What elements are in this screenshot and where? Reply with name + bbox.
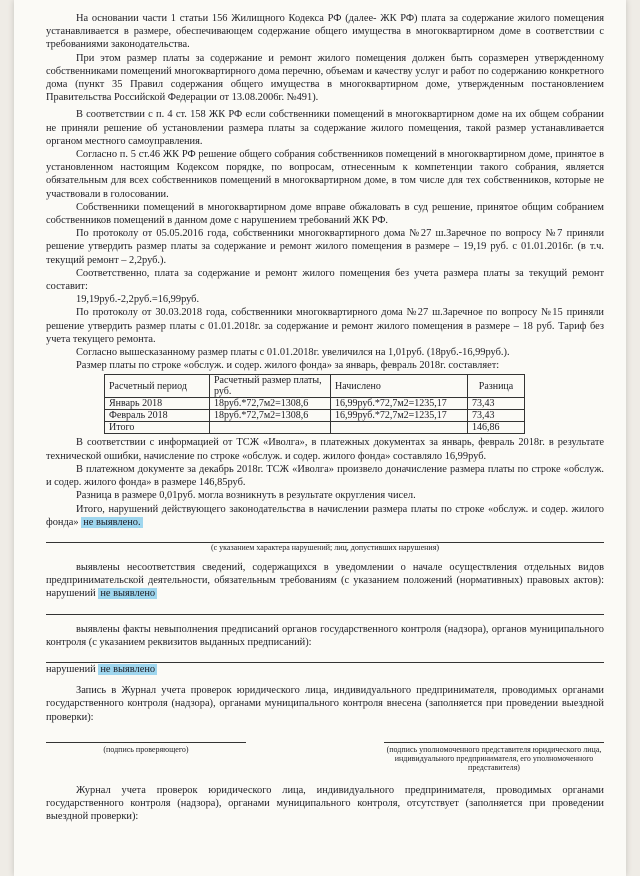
paragraph-housing-code-158: В соответствии с п. 4 ст. 158 ЖК РФ если собственники помещений в многоквартирном доме на их общем собрании не приняли решение об установлении размера платы за содержание жилого помещения, такой размер устанавливается органом местного самоуправления. xyxy=(46,109,604,147)
section-journal-absent: Журнал учета проверок юридического лица, индивидуального предпринимателя, проводимых органами государственного контроля (надзора), органами муниципального контроля, отсутствует (заполняется при проведении выездной проверки): xyxy=(46,784,604,823)
table-cell: 73,43 xyxy=(468,398,525,410)
signature-inspector xyxy=(46,742,246,772)
notification-line xyxy=(46,601,604,615)
calculation-table xyxy=(104,374,525,434)
section-notification-highlight: не выявлено xyxy=(100,588,156,600)
table-cell xyxy=(331,422,468,434)
table-cell: 18руб.*72,7м2=1308,6 xyxy=(210,398,331,410)
violations-caption: (с указанием характера нарушений; лиц, допустивших нарушения) xyxy=(210,542,440,552)
signature-row xyxy=(46,742,604,772)
paragraph-technical-error: В соответствии с информацией от ТСЖ «Иволга», в платежных документах за январь, февраль 2018г. в результате технической ошибки, начисление по строке «обслуж. и содер. жилого фонда» составляло 16,99руб. xyxy=(46,437,604,462)
table-cell: Итого xyxy=(105,422,210,434)
paragraph-payment-proportional: При этом размер платы за содержание и ремонт жилого помещения должен быть соразмерен утвержденному собственниками помещений многоквартирного дома перечню, объемам и качеству услуг и работ по содержанию конкретного дома (пункт 35 Правил содержания общего имущества в многоквартирном доме, утвержденным постановлением Правительства Российской Федерации от 13.08.2006г. №491). xyxy=(46,52,604,104)
table-cell: 16,99руб.*72,7м2=1235,17 xyxy=(331,410,468,422)
table-row xyxy=(105,410,525,422)
table-cell: 146,86 xyxy=(468,422,525,434)
table-header-cell: Расчетный размер платы, руб. xyxy=(210,375,331,398)
table-cell: 73,43 xyxy=(468,410,525,422)
signature-inspector-caption: (подпись проверяющего) xyxy=(103,744,189,754)
paragraph-conclusion xyxy=(46,503,604,529)
paragraph-increase: Согласно вышесказанному размер платы с 01.01.2018г. увеличился на 1,01руб. (18руб.-16,99руб.). xyxy=(76,347,510,359)
section-journal-entry: Запись в Журнал учета проверок юридического лица, индивидуального предпринимателя, проводимых органами государственного контроля (надзора), органами муниципального контроля внесена (заполняется при проведении выездной проверки): xyxy=(46,685,604,723)
prescriptions-highlight: не выявлено xyxy=(100,663,156,675)
table-cell xyxy=(210,422,331,434)
paragraph-protocol-2018: По протоколу от 30.03.2018 года, собственники многоквартирного дома №27 ш.Заречное по вопросу №15 приняли решение утвердить размер платы с 01.01.2018г. за содержание и ремонт жилого помещения в размере – 18 руб. Тариф без учета текущего ремонта. xyxy=(46,307,604,345)
paragraph-rounding: Разница в размере 0,01руб. могла возникнуть в результате округления чисел. xyxy=(76,490,416,502)
paragraph-without-repair: Соответственно, плата за содержание и ремонт жилого помещения без учета размера платы за текущий ремонт составит: xyxy=(46,267,604,293)
paragraph-recalculation: В платежном документе за декабрь 2018г. ТСЖ «Иволга» произвело доначисление размера платы по строке «обслуж. и содер. жилого фонда» в размере 146,85руб. xyxy=(46,463,604,489)
prescriptions-line xyxy=(46,649,604,663)
conclusion-highlight: не выявлено. xyxy=(83,516,141,528)
table-row xyxy=(105,422,525,434)
paragraph-table-intro: Размер платы по строке «обслуж. и содер. жилого фонда» за январь, февраль 2018г. составляет: xyxy=(76,360,500,372)
document-page xyxy=(14,0,626,876)
table-row xyxy=(105,398,525,410)
section-notification-text: выявлены несоответствия сведений, содержащихся в уведомлении о начале осуществления отдельных видов предпринимательской деятельности, обязательным требованиям (с указанием положений (нормативных) правовых актов): xyxy=(46,561,604,587)
paragraph-appeal-right: Собственники помещений в многоквартирном доме вправе обжаловать в суд решение, принятое общим собранием собственников помещений в данном доме с нарушением требований ЖК РФ. xyxy=(46,201,604,227)
violations-line xyxy=(46,529,604,543)
table-cell: 18руб.*72,7м2=1308,6 xyxy=(210,410,331,422)
signature-representative-caption: (подпись уполномоченного представителя юридического лица, индивидуального предпринимателя, его уполномоченного представителя) xyxy=(386,744,602,772)
paragraph-housing-code-46: Согласно п. 5 ст.46 ЖК РФ решение общего собрания собственников помещений в многоквартирном доме, принятое в установленном настоящим Кодексом порядке, по вопросам, отнесенным к компетенции такого собрания, является обязательным для всех собственников помещений в многоквартирном доме, в том числе для тех собственников, которые не участвовали в голосовании. xyxy=(46,149,604,200)
signature-representative xyxy=(384,742,604,772)
section-prescriptions-fill xyxy=(46,663,604,676)
table-header-row xyxy=(105,375,525,398)
table-cell: 16,99руб.*72,7м2=1235,17 xyxy=(331,398,468,410)
prescriptions-fill-text: нарушений xyxy=(46,663,96,675)
conclusion-text: Итого, нарушений действующего законодательства в начислении размера платы по строке «обслуж. и содер. жилого фонда» xyxy=(46,503,604,528)
section-notification-fill: нарушений xyxy=(46,588,96,600)
document-body xyxy=(14,0,626,823)
paragraph-protocol-2016: По протоколу от 05.05.2016 года, собственники многоквартирного дома №27 ш.Заречное по вопросу №7 приняли решение утвердить размер платы за содержание и ремонт жилого помещения в размере – 19,19 руб. с 01.01.2016г. (в т.ч. текущий ремонт – 2,2руб.). xyxy=(46,228,604,266)
table-header-cell: Расчетный период xyxy=(105,375,210,398)
paragraph-housing-code-156: На основании части 1 статьи 156 Жилищного Кодекса РФ (далее- ЖК РФ) плата за содержание жилого помещения устанавливается в размере, обеспечивающем содержание общего имущества в многоквартирном доме в соответствии с требованиями законодательства. xyxy=(46,13,604,51)
table-header-cell: Разница xyxy=(468,375,525,398)
table-header-cell: Начислено xyxy=(331,375,468,398)
section-notification-mismatch xyxy=(46,561,604,601)
table-cell: Февраль 2018 xyxy=(105,410,210,422)
formula-line: 19,19руб.-2,2руб.=16,99руб. xyxy=(76,294,200,306)
table-cell: Январь 2018 xyxy=(105,398,210,410)
section-prescriptions: выявлены факты невыполнения предписаний органов государственного контроля (надзора), органов муниципального контроля (с указанием реквизитов выданных предписаний): xyxy=(46,623,604,648)
